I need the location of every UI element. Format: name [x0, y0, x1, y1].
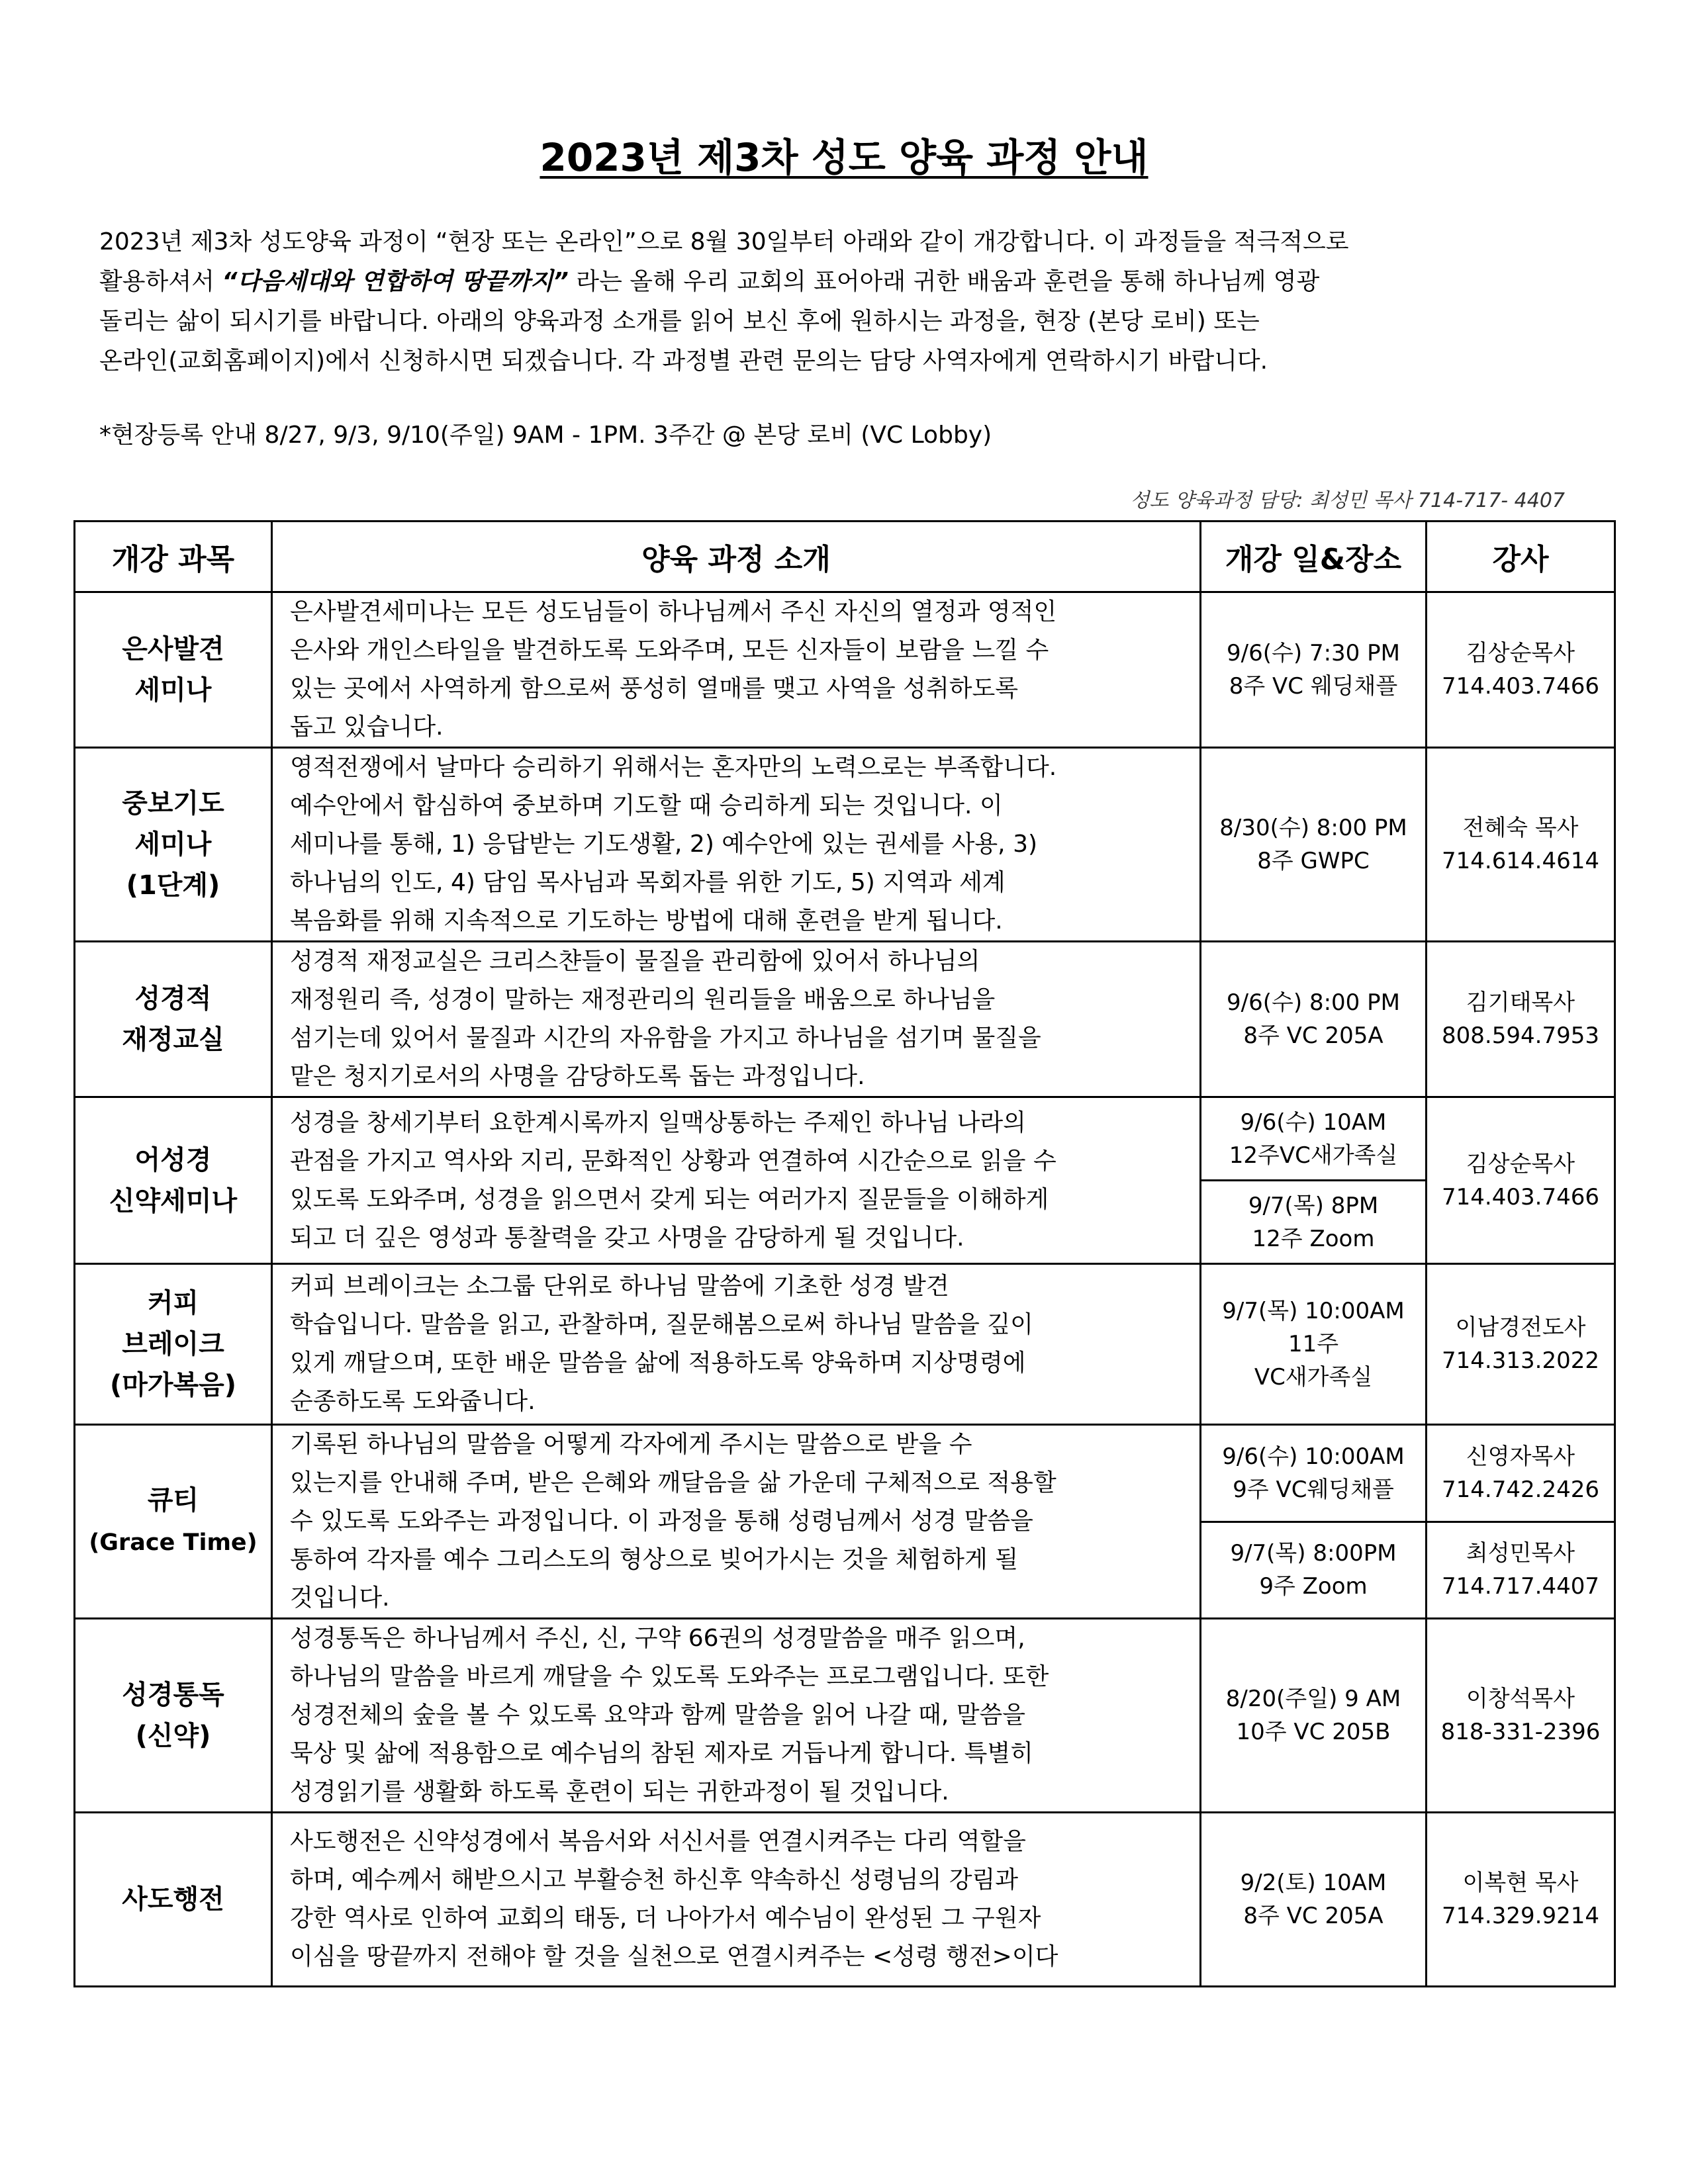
schedule-line: 9/7(목) 8PM	[1248, 1192, 1379, 1219]
course-description	[272, 1264, 1201, 1425]
description-line: 수 있도록 도와주는 과정입니다. 이 과정을 통해 성령님께서 성경 말씀을	[290, 1508, 1033, 1535]
schedule-line: 8/20(주일) 9 AM	[1225, 1686, 1401, 1712]
course-name	[75, 1425, 272, 1619]
instructor-phone: 714.313.2022	[1442, 1347, 1599, 1374]
course-name-line: 중보기도	[122, 788, 224, 819]
description-line: 순종하도록 도와줍니다.	[290, 1388, 536, 1415]
schedule-line: 11주	[1288, 1331, 1339, 1357]
description-line: 성경전체의 숲을 볼 수 있도록 요약과 함께 말씀을 읽어 나갈 때, 말씀을	[290, 1702, 1026, 1729]
description-line: 예수안에서 합심하여 중보하며 기도할 때 승리하게 되는 것입니다. 이	[290, 792, 1003, 819]
schedule-line: 9/6(수) 8:00 PM	[1227, 989, 1400, 1016]
church-motto: “다음세대와 연합하여 땅끝까지”	[222, 268, 569, 295]
course-schedule	[1201, 592, 1427, 748]
schedule-line: 8주 VC 205A	[1243, 1903, 1383, 1929]
course-name-line: 세미나	[134, 829, 212, 860]
schedule-line: 8/30(수) 8:00 PM	[1219, 815, 1407, 841]
course-instructor	[1427, 1619, 1615, 1813]
course-name	[75, 748, 272, 942]
intro-text: 활용하셔서	[99, 268, 222, 295]
course-name	[75, 1619, 272, 1813]
instructor-phone: 818-331-2396	[1440, 1719, 1601, 1745]
description-line: 되고 더 깊은 영성과 통찰력을 갖고 사명을 감당하게 될 것입니다.	[290, 1224, 964, 1251]
instructor-phone: 714.403.7466	[1442, 673, 1599, 700]
intro-line: 온라인(교회홈페이지)에서 신청하시면 되겠습니다. 각 과정별 관련 문의는 담당 사역자에게 연락하시기 바랍니다.	[99, 347, 1268, 375]
course-instructor	[1427, 1522, 1615, 1619]
course-name	[75, 592, 272, 748]
course-instructor	[1427, 1813, 1615, 1987]
description-line: 돕고 있습니다.	[290, 713, 444, 741]
course-schedule	[1201, 1425, 1427, 1522]
description-line: 기록된 하나님의 말씀을 어떻게 각자에게 주시는 말씀으로 받을 수	[290, 1431, 972, 1458]
description-line: 있도록 도와주며, 성경을 읽으면서 갖게 되는 여러가지 질문들을 이해하게	[290, 1185, 1049, 1213]
schedule-line: 9/6(수) 10:00AM	[1222, 1443, 1405, 1470]
schedule-line: 12주VC새가족실	[1229, 1142, 1398, 1169]
description-line: 하나님의 인도, 4) 담임 목사님과 목회자를 위한 기도, 5) 지역과 세계	[290, 869, 1006, 896]
description-line: 은사와 개인스타일을 발견하도록 도와주며, 모든 신자들이 보람을 느낄 수	[290, 637, 1049, 664]
description-line: 하며, 예수께서 해받으시고 부활승천 하신후 약속하신 성령님의 강림과	[290, 1866, 1019, 1893]
course-instructor	[1427, 1425, 1615, 1522]
intro-line	[99, 262, 1609, 302]
instructor-name: 이남경전도사	[1455, 1314, 1586, 1341]
course-name-line: 세미나	[134, 675, 212, 705]
course-name-line: 재정교실	[122, 1024, 224, 1055]
description-line: 성경적 재정교실은 크리스챤들이 물질을 관리함에 있어서 하나님의	[290, 948, 980, 975]
instructor-phone: 714.614.4614	[1442, 848, 1599, 874]
instructor-phone: 714.742.2426	[1442, 1476, 1599, 1503]
description-line: 통하여 각자를 예수 그리스도의 형상으로 빚어가시는 것을 체험하게 될	[290, 1546, 1019, 1573]
course-name-line: (1단계)	[126, 870, 220, 901]
schedule-line: 8주 GWPC	[1257, 848, 1370, 874]
instructor-name: 신영자목사	[1466, 1443, 1575, 1470]
course-name-line: 큐티	[147, 1485, 199, 1516]
description-line: 세미나를 통해, 1) 응답받는 기도생활, 2) 예수안에 있는 권세를 사용, 3)	[290, 831, 1038, 858]
course-name-line: 커피	[147, 1288, 199, 1318]
course-schedule	[1201, 748, 1427, 942]
course-description	[272, 592, 1201, 748]
course-instructor	[1427, 592, 1615, 748]
table-row	[75, 1264, 1615, 1425]
course-name-line: 은사발견	[122, 634, 224, 664]
description-line: 하나님의 말씀을 바르게 깨달을 수 있도록 도와주는 프로그램입니다. 또한	[290, 1663, 1049, 1690]
course-description	[272, 1425, 1201, 1619]
instructor-phone: 714.329.9214	[1442, 1903, 1599, 1929]
schedule-line: 9주 VC웨딩채플	[1233, 1476, 1394, 1503]
header-date-place: 개강 일&장소	[1201, 522, 1427, 592]
intro-paragraph	[99, 222, 1609, 381]
course-table	[73, 520, 1616, 1987]
header-instructor: 강사	[1427, 522, 1615, 592]
course-name-line: 신약세미나	[109, 1185, 238, 1216]
description-line: 있게 깨달으며, 또한 배운 말씀을 삶에 적용하도록 양육하며 지상명령에	[290, 1349, 1026, 1377]
course-schedule	[1201, 1813, 1427, 1987]
course-name-line: (마가복음)	[109, 1370, 237, 1400]
course-name	[75, 942, 272, 1097]
course-instructor	[1427, 748, 1615, 942]
description-line: 있는지를 안내해 주며, 받은 은혜와 깨달음을 삶 가운데 구체적으로 적용할	[290, 1469, 1056, 1496]
description-line: 영적전쟁에서 날마다 승리하기 위해서는 혼자만의 노력으로는 부족합니다.	[290, 754, 1057, 781]
schedule-line: 10주 VC 205B	[1236, 1719, 1391, 1745]
header-course: 개강 과목	[75, 522, 272, 592]
course-schedule	[1201, 942, 1427, 1097]
registration-notice: *현장등록 안내 8/27, 9/3, 9/10(주일) 9AM - 1PM. 3주간 @ 본당 로비 (VC Lobby)	[99, 422, 992, 449]
course-instructor	[1427, 1264, 1615, 1425]
instructor-name: 전혜숙 목사	[1462, 815, 1579, 841]
table-row	[75, 748, 1615, 942]
course-schedule	[1201, 1097, 1427, 1181]
description-line: 성경을 창세기부터 요한계시록까지 일맥상통하는 주제인 하나님 나라의	[290, 1109, 1026, 1136]
course-name	[75, 1264, 272, 1425]
table-row	[75, 1425, 1615, 1522]
description-line: 맡은 청지기로서의 사명을 감당하도록 돕는 과정입니다.	[290, 1063, 865, 1090]
description-line: 재정원리 즉, 성경이 말하는 재정관리의 원리들을 배움으로 하나님을	[290, 986, 996, 1013]
schedule-line: 9/6(수) 10AM	[1240, 1109, 1387, 1136]
course-name-line: 브레이크	[122, 1329, 224, 1359]
instructor-phone: 808.594.7953	[1442, 1023, 1599, 1049]
instructor-name: 이창석목사	[1466, 1686, 1575, 1712]
course-instructor	[1427, 1097, 1615, 1264]
table-row	[75, 942, 1615, 1097]
schedule-line: 12주 Zoom	[1252, 1225, 1375, 1252]
description-line: 성경읽기를 생활화 하도록 훈련이 되는 귀한과정이 될 것입니다.	[290, 1778, 949, 1805]
course-name	[75, 1813, 272, 1987]
description-line: 묵상 및 삶에 적용함으로 예수님의 참된 제자로 거듭나게 합니다. 특별히	[290, 1740, 1033, 1767]
description-line: 은사발견세미나는 모든 성도님들이 하나님께서 주신 자신의 열정과 영적인	[290, 598, 1057, 625]
schedule-line: VC새가족실	[1254, 1364, 1373, 1390]
table-row	[75, 1813, 1615, 1987]
course-description	[272, 1813, 1201, 1987]
description-line: 것입니다.	[290, 1584, 390, 1612]
description-line: 있는 곳에서 사역하게 함으로써 풍성히 열매를 맺고 사역을 성취하도록	[290, 675, 1019, 702]
instructor-name: 김상순목사	[1466, 640, 1575, 666]
course-description	[272, 1097, 1201, 1264]
course-name-line: 어성경	[134, 1144, 212, 1175]
table-row	[75, 1097, 1615, 1181]
schedule-line: 9/7(목) 10:00AM	[1222, 1298, 1405, 1324]
course-description	[272, 1619, 1201, 1813]
course-description	[272, 942, 1201, 1097]
instructor-name: 이복현 목사	[1462, 1870, 1579, 1896]
instructor-name: 김기태목사	[1466, 989, 1575, 1016]
course-name-line: 사도행전	[122, 1884, 224, 1915]
schedule-line: 8주 VC 205A	[1243, 1023, 1383, 1049]
description-line: 섬기는데 있어서 물질과 시간의 자유함을 가지고 하나님을 섬기며 물질을	[290, 1024, 1041, 1052]
course-name-line: (신약)	[135, 1721, 211, 1751]
description-line: 이심을 땅끝까지 전해야 할 것을 실천으로 연결시켜주는 <성령 행전>이다	[290, 1943, 1058, 1970]
description-line: 성경통독은 하나님께서 주신, 신, 구약 66권의 성경말씀을 매주 읽으며,	[290, 1625, 1025, 1652]
description-line: 관점을 가지고 역사와 지리, 문화적인 상황과 연결하여 시간순으로 읽을 수	[290, 1147, 1056, 1175]
schedule-line: 8주 VC 웨딩채플	[1229, 673, 1398, 700]
course-description	[272, 748, 1201, 942]
schedule-line: 9/6(수) 7:30 PM	[1227, 640, 1400, 666]
schedule-line: 9/7(목) 8:00PM	[1230, 1540, 1397, 1567]
table-header-row	[75, 522, 1615, 592]
schedule-line: 9/2(토) 10AM	[1240, 1870, 1387, 1896]
description-line: 사도행전은 신약성경에서 복음서와 서신서를 연결시켜주는 다리 역할을	[290, 1828, 1026, 1855]
course-schedule	[1201, 1264, 1427, 1425]
description-line: 커피 브레이크는 소그룹 단위로 하나님 말씀에 기초한 성경 발견	[290, 1273, 949, 1300]
course-name-subtitle: (Grace Time)	[89, 1529, 258, 1556]
intro-line: 돌리는 삶이 되시기를 바랍니다. 아래의 양육과정 소개를 읽어 보신 후에 원하시는 과정을, 현장 (본당 로비) 또는	[99, 308, 1260, 335]
instructor-phone: 714.717.4407	[1442, 1573, 1599, 1600]
table-row	[75, 592, 1615, 748]
instructor-phone: 714.403.7466	[1442, 1183, 1599, 1210]
course-name-line: 성경통독	[122, 1680, 224, 1710]
header-description: 양육 과정 소개	[272, 522, 1201, 592]
course-schedule	[1201, 1522, 1427, 1619]
course-schedule	[1201, 1181, 1427, 1264]
course-name	[75, 1097, 272, 1264]
course-instructor	[1427, 942, 1615, 1097]
instructor-name: 김상순목사	[1466, 1150, 1575, 1177]
contact-info: 성도 양육과정 담당: 최성민 목사 714-717- 4407	[1130, 489, 1565, 512]
instructor-name: 최성민목사	[1466, 1540, 1575, 1567]
course-name-line: 성경적	[134, 983, 212, 1014]
intro-text: 라는 올해 우리 교회의 표어아래 귀한 배움과 훈련을 통해 하나님께 영광	[568, 268, 1320, 295]
table-row	[75, 1619, 1615, 1813]
description-line: 강한 역사로 인하여 교회의 태동, 더 나아가서 예수님이 완성된 그 구원자	[290, 1905, 1041, 1932]
description-line: 학습입니다. 말씀을 읽고, 관찰하며, 질문해봄으로써 하나님 말씀을 깊이	[290, 1311, 1033, 1338]
intro-line: 2023년 제3차 성도양육 과정이 “현장 또는 온라인”으로 8월 30일부터 아래와 같이 개강합니다. 이 과정들을 적극적으로	[99, 228, 1349, 255]
course-schedule	[1201, 1619, 1427, 1813]
description-line: 복음화를 위해 지속적으로 기도하는 방법에 대해 훈련을 받게 됩니다.	[290, 907, 1003, 934]
schedule-line: 9주 Zoom	[1259, 1573, 1368, 1600]
page-title: 2023년 제3차 성도 양육 과정 안내	[539, 135, 1149, 180]
